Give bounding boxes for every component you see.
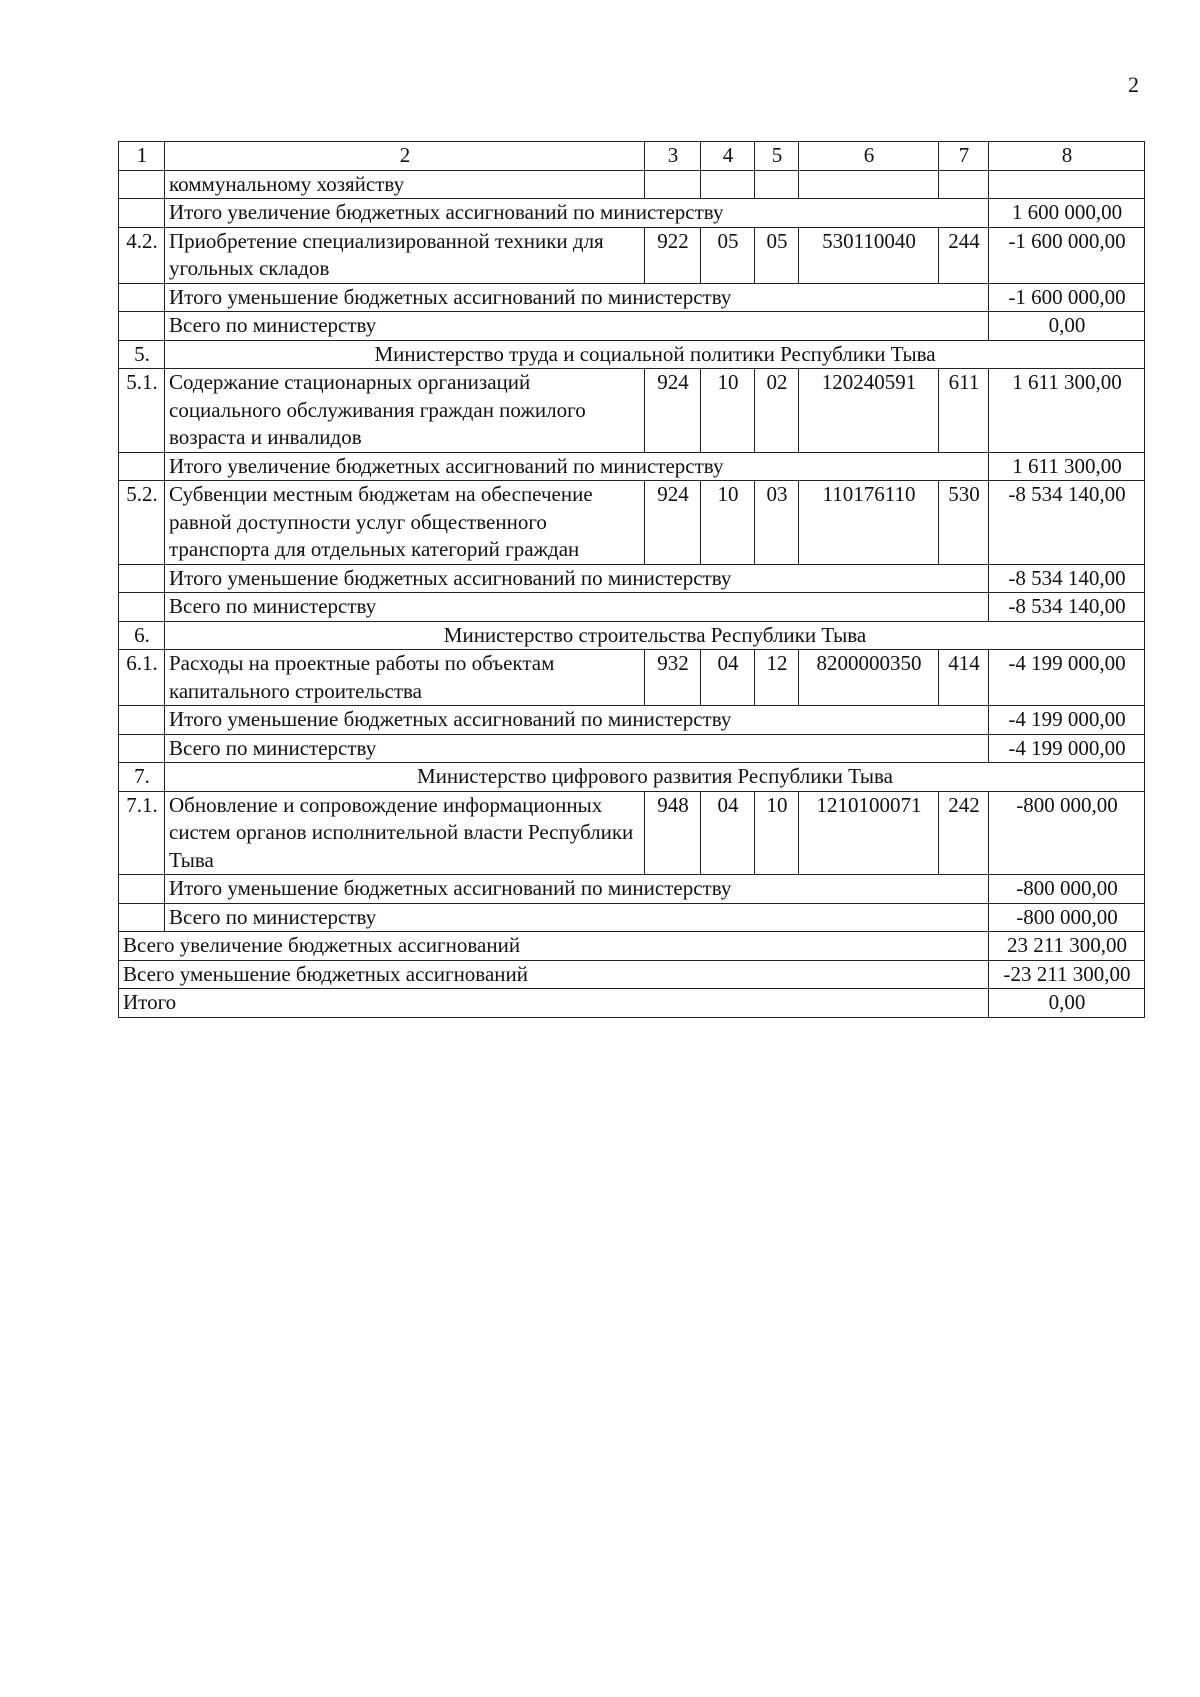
code-cell: 8200000350 xyxy=(799,650,939,706)
code-cell: 10 xyxy=(701,369,755,453)
row-number-cell xyxy=(119,706,165,735)
table-row xyxy=(119,369,1145,453)
amount-cell xyxy=(989,170,1145,199)
subtotal-label: Итого уменьшение бюджетных ассигнований по министерству xyxy=(165,564,989,593)
description-cell: Содержание стационарных организаций социального обслуживания граждан пожилого возраста и инвалидов xyxy=(165,369,645,453)
code-cell: 03 xyxy=(755,481,799,565)
amount-cell: -8 534 140,00 xyxy=(989,481,1145,565)
row-number-cell xyxy=(119,452,165,481)
code-cell: 05 xyxy=(755,227,799,283)
amount-cell: -1 600 000,00 xyxy=(989,283,1145,312)
amount-cell: -800 000,00 xyxy=(989,791,1145,875)
code-cell: 12 xyxy=(755,650,799,706)
subtotal-row xyxy=(119,593,1145,622)
subtotal-row xyxy=(119,875,1145,904)
row-number-cell xyxy=(119,199,165,228)
row-number-cell xyxy=(119,283,165,312)
code-cell xyxy=(645,170,701,199)
header-cell: 2 xyxy=(165,142,645,171)
total-row xyxy=(119,989,1145,1018)
code-cell: 530110040 xyxy=(799,227,939,283)
amount-cell: -4 199 000,00 xyxy=(989,734,1145,763)
subtotal-label: Всего по министерству xyxy=(165,734,989,763)
subtotal-row xyxy=(119,734,1145,763)
amount-cell: 1 611 300,00 xyxy=(989,452,1145,481)
amount-cell: -4 199 000,00 xyxy=(989,650,1145,706)
code-cell: 02 xyxy=(755,369,799,453)
code-cell: 1210100071 xyxy=(799,791,939,875)
section-row xyxy=(119,340,1145,369)
code-cell: 414 xyxy=(939,650,989,706)
code-cell: 924 xyxy=(645,481,701,565)
subtotal-row xyxy=(119,283,1145,312)
code-cell: 932 xyxy=(645,650,701,706)
table-row xyxy=(119,227,1145,283)
subtotal-row xyxy=(119,903,1145,932)
amount-cell: 0,00 xyxy=(989,989,1145,1018)
total-row xyxy=(119,960,1145,989)
total-label: Всего увеличение бюджетных ассигнований xyxy=(119,932,989,961)
table-row xyxy=(119,170,1145,199)
subtotal-label: Итого уменьшение бюджетных ассигнований по министерству xyxy=(165,875,989,904)
section-title: Министерство строительства Республики Тыва xyxy=(165,621,1145,650)
budget-table xyxy=(118,141,1145,1018)
section-row xyxy=(119,621,1145,650)
code-cell: 924 xyxy=(645,369,701,453)
page-number: 2 xyxy=(1128,72,1139,97)
code-cell: 120240591 xyxy=(799,369,939,453)
amount-cell: -1 600 000,00 xyxy=(989,227,1145,283)
total-row xyxy=(119,932,1145,961)
row-number-cell: 5. xyxy=(119,340,165,369)
code-cell: 922 xyxy=(645,227,701,283)
amount-cell: 1 611 300,00 xyxy=(989,369,1145,453)
code-cell: 242 xyxy=(939,791,989,875)
code-cell: 04 xyxy=(701,650,755,706)
row-number-cell: 6. xyxy=(119,621,165,650)
header-cell: 3 xyxy=(645,142,701,171)
code-cell: 04 xyxy=(701,791,755,875)
row-number-cell xyxy=(119,734,165,763)
amount-cell: -8 534 140,00 xyxy=(989,593,1145,622)
subtotal-label: Итого уменьшение бюджетных ассигнований по министерству xyxy=(165,706,989,735)
subtotal-label: Итого увеличение бюджетных ассигнований по министерству xyxy=(165,199,989,228)
code-cell: 10 xyxy=(755,791,799,875)
section-title: Министерство труда и социальной политики Республики Тыва xyxy=(165,340,1145,369)
row-number-cell: 6.1. xyxy=(119,650,165,706)
description-cell: Субвенции местным бюджетам на обеспечение равной доступности услуг общественного транспорта для отдельных категорий граждан xyxy=(165,481,645,565)
row-number-cell xyxy=(119,875,165,904)
header-cell: 4 xyxy=(701,142,755,171)
description-cell: Обновление и сопровождение информационных систем органов исполнительной власти Республики Тыва xyxy=(165,791,645,875)
total-label: Всего уменьшение бюджетных ассигнований xyxy=(119,960,989,989)
description-cell: Расходы на проектные работы по объектам капитального строительства xyxy=(165,650,645,706)
row-number-cell xyxy=(119,312,165,341)
code-cell xyxy=(799,170,939,199)
code-cell: 948 xyxy=(645,791,701,875)
code-cell: 110176110 xyxy=(799,481,939,565)
description-cell: коммунальному хозяйству xyxy=(165,170,645,199)
table-body xyxy=(119,142,1145,1018)
code-cell xyxy=(701,170,755,199)
section-title: Министерство цифрового развития Республики Тыва xyxy=(165,763,1145,792)
header-cell: 8 xyxy=(989,142,1145,171)
subtotal-row xyxy=(119,706,1145,735)
header-cell: 5 xyxy=(755,142,799,171)
amount-cell: -8 534 140,00 xyxy=(989,564,1145,593)
code-cell: 10 xyxy=(701,481,755,565)
amount-cell: 1 600 000,00 xyxy=(989,199,1145,228)
amount-cell: -23 211 300,00 xyxy=(989,960,1145,989)
header-cell: 1 xyxy=(119,142,165,171)
amount-cell: -800 000,00 xyxy=(989,875,1145,904)
code-cell xyxy=(939,170,989,199)
row-number-cell: 5.2. xyxy=(119,481,165,565)
section-row xyxy=(119,763,1145,792)
code-cell: 05 xyxy=(701,227,755,283)
subtotal-label: Всего по министерству xyxy=(165,593,989,622)
row-number-cell xyxy=(119,903,165,932)
header-row xyxy=(119,142,1145,171)
header-cell: 7 xyxy=(939,142,989,171)
table-row xyxy=(119,481,1145,565)
row-number-cell xyxy=(119,564,165,593)
subtotal-label: Итого уменьшение бюджетных ассигнований по министерству xyxy=(165,283,989,312)
code-cell xyxy=(755,170,799,199)
row-number-cell: 7. xyxy=(119,763,165,792)
row-number-cell: 4.2. xyxy=(119,227,165,283)
subtotal-label: Всего по министерству xyxy=(165,312,989,341)
table-row xyxy=(119,650,1145,706)
header-cell: 6 xyxy=(799,142,939,171)
subtotal-row xyxy=(119,564,1145,593)
amount-cell: -800 000,00 xyxy=(989,903,1145,932)
code-cell: 611 xyxy=(939,369,989,453)
total-label: Итого xyxy=(119,989,989,1018)
row-number-cell: 7.1. xyxy=(119,791,165,875)
subtotal-row xyxy=(119,452,1145,481)
row-number-cell xyxy=(119,593,165,622)
subtotal-row xyxy=(119,312,1145,341)
amount-cell: -4 199 000,00 xyxy=(989,706,1145,735)
code-cell: 244 xyxy=(939,227,989,283)
row-number-cell xyxy=(119,170,165,199)
description-cell: Приобретение специализированной техники для угольных складов xyxy=(165,227,645,283)
amount-cell: 0,00 xyxy=(989,312,1145,341)
table-row xyxy=(119,791,1145,875)
subtotal-row xyxy=(119,199,1145,228)
subtotal-label: Всего по министерству xyxy=(165,903,989,932)
subtotal-label: Итого увеличение бюджетных ассигнований по министерству xyxy=(165,452,989,481)
amount-cell: 23 211 300,00 xyxy=(989,932,1145,961)
row-number-cell: 5.1. xyxy=(119,369,165,453)
code-cell: 530 xyxy=(939,481,989,565)
